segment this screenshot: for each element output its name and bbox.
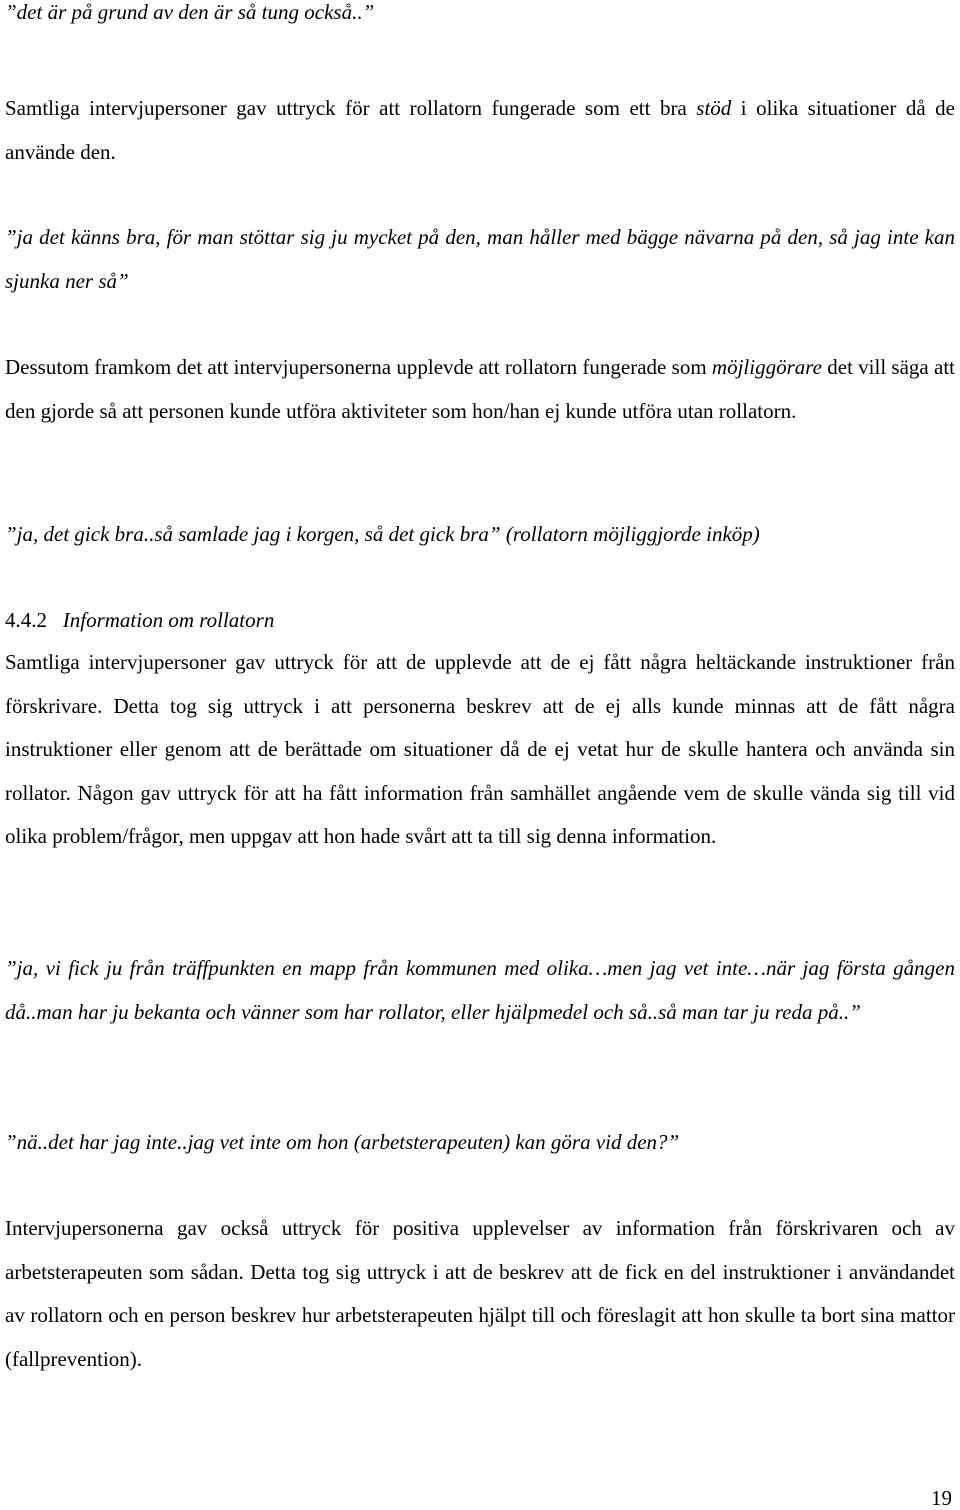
paragraph-enabler-text-b: det vill säga att den gjorde så att personen kunde utföra aktiviteter som hon/han ej kunde utföra utan rollatorn. <box>5 355 955 423</box>
section-heading-title: Information om rollatorn <box>62 608 275 632</box>
emphasis-support: stöd <box>696 96 732 120</box>
quote-meeting-point: ”ja, vi fick ju från träffpunkten en mapp från kommunen med olika…men jag vet inte…när jag första gången då..man har ju bekanta och vänner som har rollator, eller hjälpmedel och så..så man tar ju reda på..” <box>5 956 955 1024</box>
page-number: 19 <box>931 1486 952 1510</box>
section-heading-number: 4.4.2 <box>5 608 47 632</box>
quote-feels-good: ”ja det känns bra, för man stöttar sig ju mycket på den, man håller med bägge nävarna på den, så jag inte kan sjunka ner så” <box>5 225 955 293</box>
section-heading <box>5 606 274 634</box>
paragraph-positive-experience: Intervjupersonerna gav också uttryck för positiva upplevelser av information från förskrivaren och av arbetsterapeuten som sådan. Detta tog sig uttryck i att de beskrev att de fick en del instruktioner i användandet av rollatorn och en person beskrev hur arbetsterapeuten hjälpt till och föreslagit att hon skulle ta bort sina mattor (fallprevention). <box>5 1216 955 1371</box>
emphasis-enabler: möjliggörare <box>711 355 822 379</box>
paragraph-support-text-b: i olika situationer då de använde den. <box>5 96 955 164</box>
paragraph-enabler <box>5 345 955 433</box>
paragraph-instructions: Samtliga intervjupersoner gav uttryck för att de upplevde att de ej fått några heltäckande instruktioner från förskrivare. Detta tog sig uttryck i att personerna beskrev att de ej alls kunde minnas att de fått några instruktioner eller genom att de berättade om situationer då de ej vetat hur de skulle hantera och använda sin rollator. Någon gav uttryck för att ha fått information från samhället angående vem de skulle vända sig till vid olika problem/frågor, men uppgav att hon hade svårt att ta till sig denna information. <box>5 650 955 849</box>
quote-heavy-rollator: ”det är på grund av den är så tung också..” <box>5 0 375 24</box>
paragraph-support <box>5 86 955 174</box>
quote-shopping: ”ja, det gick bra..så samlade jag i korgen, så det gick bra” (rollatorn möjliggjorde inköp) <box>5 522 760 546</box>
quote-occupational-therapist: ”nä..det har jag inte..jag vet inte om hon (arbetsterapeuten) kan göra vid den?” <box>5 1130 680 1154</box>
paragraph-support-text-a: Samtliga intervjupersoner gav uttryck för att rollatorn fungerade som ett bra <box>5 96 697 120</box>
paragraph-enabler-text-a: Dessutom framkom det att intervjupersonerna upplevde att rollatorn fungerade som <box>5 355 712 379</box>
